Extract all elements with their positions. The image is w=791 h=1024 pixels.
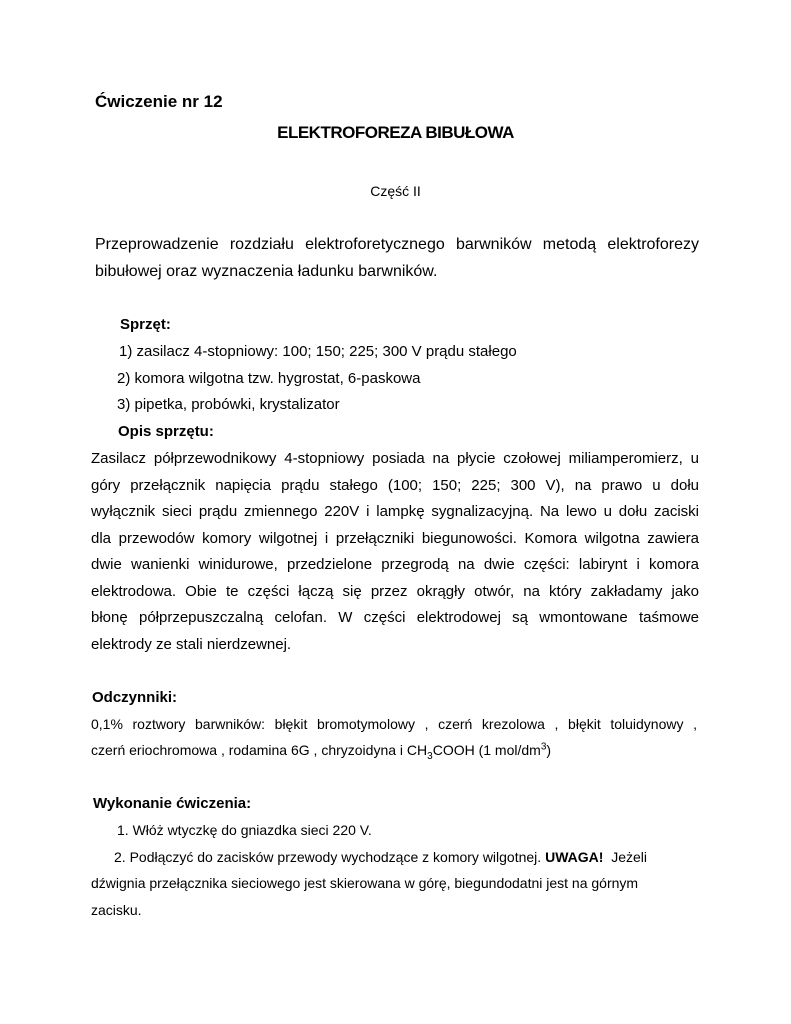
exercise-number: Ćwiczenie nr 12 — [95, 92, 223, 111]
procedure-line: dźwignia przełącznika sieciowego jest skierowana w górę, biegundodatni jest na górnym — [91, 875, 639, 891]
part-label: Część II — [370, 183, 421, 199]
description-line: dla przewodów komory wilgotnej i przełączniki biegunowości. Komora wilgotna zawiera — [91, 530, 699, 547]
page-title: ELEKTROFOREZA BIBUŁOWA — [277, 123, 514, 142]
procedure-text: 2. Podłączyć do zacisków przewody wychodzące z komory wilgotnej. — [114, 849, 542, 865]
reagents-text: ) — [546, 742, 552, 758]
reagents-text: czerń eriochromowa , rodamina 6G , chryzoidyna i CH — [91, 742, 428, 758]
equipment-item: 3) pipetka, probówki, krystalizator — [117, 396, 340, 413]
description-line: dwie wanienki winidurowe, przedzielone przegrodą na dwie części: labirynt i komora — [91, 556, 699, 573]
equipment-heading: Sprzęt: — [120, 316, 171, 333]
reagents-line: 0,1% roztwory barwników: błękit bromotymolowy , czerń krezolowa , błękit toluidynowy , — [91, 716, 697, 732]
reagents-text: COOH (1 mol/dm — [432, 742, 541, 758]
procedure-heading: Wykonanie ćwiczenia: — [93, 795, 252, 812]
superscript-3: 3 — [540, 741, 547, 753]
procedure-step: 1. Włóż wtyczkę do gniazdka sieci 220 V. — [117, 822, 372, 838]
aim-line: bibułowej oraz wyznaczenia ładunku barwników. — [95, 263, 438, 280]
description-line: elektrody ze stali nierdzewnej. — [91, 636, 292, 653]
warning-label: UWAGA! — [545, 849, 604, 865]
description-line: elektrodowa. Obie te części łączą się przez okrągły otwór, na który zakładamy jako — [91, 583, 699, 600]
description-line: góry przełącznik napięcia prądu stałego (100; 150; 225; 300 V), na prawo u dołu — [91, 477, 699, 494]
equipment-item: 2) komora wilgotna tzw. hygrostat, 6-paskowa — [117, 370, 421, 387]
procedure-text: Jeżeli — [611, 849, 647, 865]
aim-line: Przeprowadzenie rozdziału elektroforetycznego barwników metodą elektroforezy — [95, 236, 699, 253]
description-line: wyłącznik sieci prądu zmiennego 220V i lampkę sygnalizacyjną. Na lewo u dołu zaciski — [91, 503, 699, 520]
reagents-line — [91, 741, 552, 762]
equipment-description-heading: Opis sprzętu: — [118, 423, 214, 440]
procedure-line: zacisku. — [91, 902, 142, 918]
equipment-item: 1) zasilacz 4-stopniowy: 100; 150; 225; 300 V prądu stałego — [119, 343, 517, 360]
reagents-heading: Odczynniki: — [92, 689, 178, 706]
subscript-3: 3 — [427, 750, 433, 762]
description-line: błonę półprzepuszczalną celofan. W części elektrodowej są wmontowane taśmowe — [91, 609, 699, 626]
procedure-step — [114, 849, 647, 865]
description-line: Zasilacz półprzewodnikowy 4-stopniowy posiada na płycie czołowej miliamperomierz, u — [91, 450, 699, 467]
